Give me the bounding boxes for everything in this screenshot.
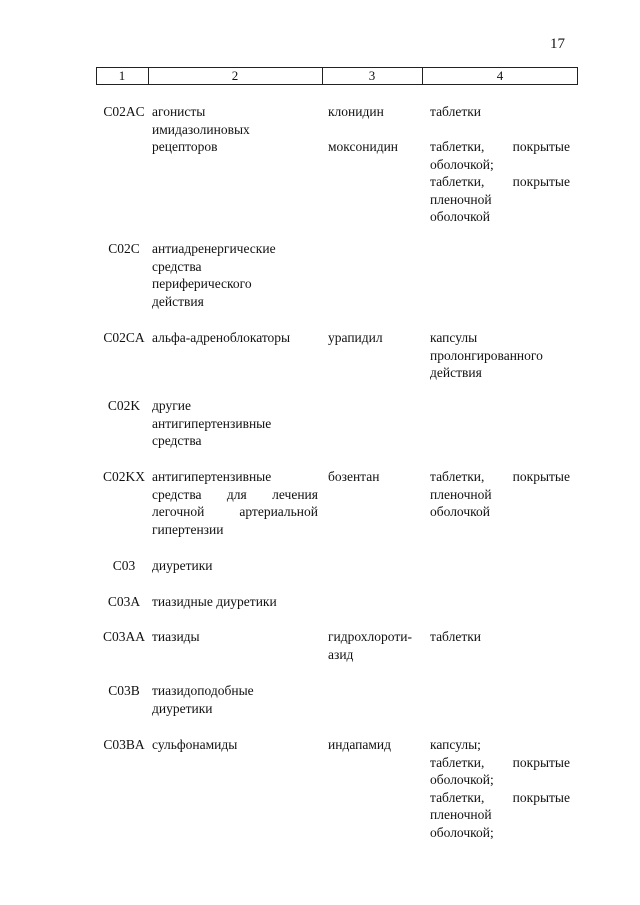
atc-code: C03A — [107, 594, 141, 609]
form-line: действия — [430, 365, 482, 380]
group-line: тиазидоподобные — [152, 683, 254, 698]
group-line: тиазидные диуретики — [152, 594, 277, 609]
group-line: сульфонамиды — [152, 737, 238, 752]
group-name — [152, 628, 318, 646]
dosage-form — [430, 138, 570, 226]
form-line: пленочной — [430, 486, 492, 502]
group-line: гипертензии — [152, 521, 224, 537]
drug-name: клонидин — [328, 104, 384, 119]
form-line: таблетки, покрытые — [430, 139, 570, 154]
drug-line: гидрохлороти- — [328, 629, 412, 644]
dosage-form — [430, 736, 570, 841]
form-line: таблетки, покрытые — [430, 174, 570, 189]
group-line: действия — [152, 293, 204, 309]
group-name — [152, 329, 318, 347]
atc-code: C02CA — [103, 330, 145, 345]
form-line: оболочкой; — [430, 824, 494, 840]
atc-code: C02K — [107, 398, 141, 413]
group-line: альфа-адреноблокаторы — [152, 330, 291, 345]
drug-name: индапамид — [328, 737, 391, 752]
dosage-form — [430, 628, 570, 646]
group-name — [152, 682, 318, 717]
group-name — [152, 468, 318, 538]
group-name — [152, 736, 318, 754]
form-line: оболочкой; — [430, 156, 494, 172]
form-line: таблетки — [430, 104, 482, 119]
group-line: диуретики — [152, 700, 213, 716]
drug-name: моксонидин — [328, 139, 399, 154]
header-divider — [577, 67, 578, 85]
group-line: другие — [152, 398, 191, 413]
group-line: агонисты — [152, 104, 206, 119]
group-name — [152, 397, 318, 450]
group-name — [152, 593, 318, 611]
group-line: периферического — [152, 276, 252, 291]
group-line: антиадренергические — [152, 241, 276, 256]
table-header — [96, 67, 578, 85]
drug-name — [328, 628, 426, 663]
group-line: имидазолиновых — [152, 121, 250, 137]
group-line: антигипертензивные — [152, 469, 272, 484]
dosage-form — [430, 329, 570, 382]
drug-name: бозентан — [328, 469, 380, 484]
group-line: тиазиды — [152, 629, 200, 644]
form-line: оболочкой — [430, 504, 490, 519]
group-line: рецепторов — [152, 139, 218, 154]
dosage-form — [430, 103, 570, 121]
group-line: средства для лечения — [152, 486, 318, 502]
form-line: оболочкой — [430, 209, 490, 224]
drug-name: урапидил — [328, 330, 383, 345]
dosage-form — [430, 468, 570, 521]
form-line: таблетки — [430, 629, 482, 644]
form-line: пленочной — [430, 807, 492, 822]
group-line: средства — [152, 433, 202, 448]
atc-code: C03 — [112, 558, 136, 573]
atc-code: C03BA — [103, 737, 145, 752]
group-line: легочной артериальной — [152, 504, 318, 519]
form-line: таблетки, покрытые — [430, 789, 570, 805]
group-line: средства — [152, 258, 202, 274]
atc-code: C02C — [108, 241, 140, 256]
atc-code: C02AC — [103, 104, 145, 119]
atc-code: C02KX — [102, 469, 145, 484]
form-line: пролонгированного — [430, 347, 543, 363]
form-line: капсулы; — [430, 737, 481, 752]
page-number: 17 — [550, 36, 565, 52]
group-line: антигипертензивные — [152, 415, 272, 431]
group-name — [152, 557, 318, 575]
header-col-3: 3 — [368, 68, 376, 83]
header-col-4: 4 — [496, 68, 504, 83]
form-line: таблетки, покрытые — [430, 754, 570, 770]
drug-line: азид — [328, 646, 354, 662]
group-name — [152, 240, 318, 310]
header-col-2: 2 — [231, 68, 239, 83]
group-name — [152, 103, 318, 156]
form-line: таблетки, покрытые — [430, 469, 570, 484]
atc-code: C03AA — [102, 629, 145, 644]
form-line: пленочной — [430, 191, 492, 207]
form-line: капсулы — [430, 330, 478, 345]
form-line: оболочкой; — [430, 772, 494, 787]
header-col-1: 1 — [118, 68, 126, 83]
atc-code: C03B — [108, 683, 140, 698]
group-line: диуретики — [152, 558, 213, 573]
